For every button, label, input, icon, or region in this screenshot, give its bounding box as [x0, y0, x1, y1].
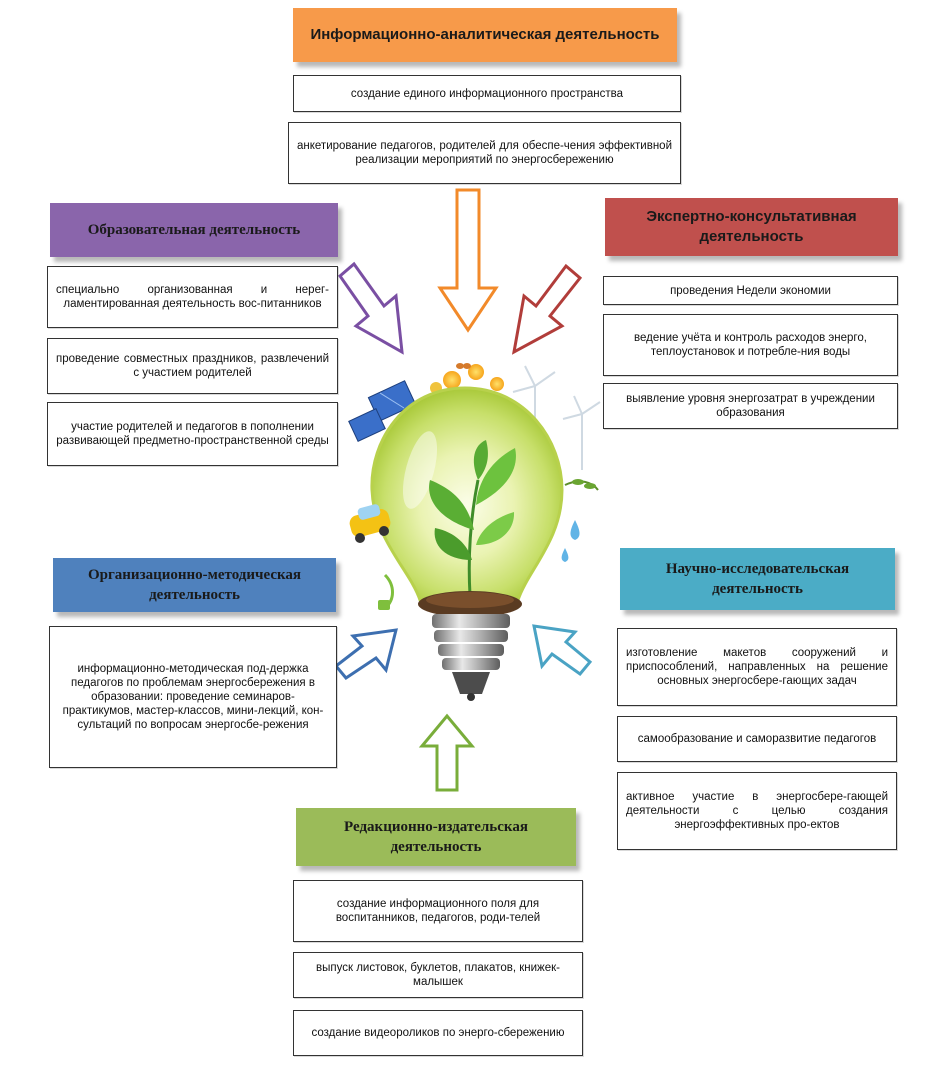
educational-header	[50, 203, 338, 257]
research-title: Научно-исследовательская деятельность	[665, 561, 850, 597]
educational-item-2: проведение совместных праздников, развлечений с участием родителей	[47, 338, 338, 394]
educational-item-3: участие родителей и педагогов в пополнении развивающей предметно-пространственной среды	[47, 402, 338, 466]
leaf-branch-icon	[565, 479, 598, 490]
research-item-1: изготовление макетов сооружений и приспособлений, направленных на решение основных энергосбере-гающих задач	[617, 628, 897, 706]
editorial-title: Редакционно-издательская деятельность	[344, 819, 528, 855]
arrow-diagonal-purple	[340, 264, 402, 352]
water-drop-icon	[562, 520, 580, 562]
butterfly-icon	[456, 363, 471, 369]
editorial-header	[296, 808, 576, 866]
plug-icon	[378, 575, 393, 610]
expert-item-2: ведение учёта и контроль расходов энерго, теплоустановок и потребле-ния воды	[603, 314, 898, 376]
light-bulb-icon	[372, 388, 562, 600]
educational-item-1: специально организованная и нерег-ламентированная деятельность вос-питанников	[47, 266, 338, 328]
org-method-item-1: информационно-методическая под-держка педагогов по проблемам энергосбережения в образовании: проведение семинаров-практикумов, мастер-классов, мини-лекций, кон-сультаций по вопросам энергосбе-режения	[49, 626, 337, 768]
info-analytic-item-2: анкетирование педагогов, родителей для обеспе-чения эффективной реализации мероприятий по энергосбережению	[288, 122, 681, 184]
org-method-title: Организационно-методическая деятельность	[87, 567, 302, 603]
editorial-item-3: создание видеороликов по энерго-сбережению	[293, 1010, 583, 1056]
expert-item-1: проведения Недели экономии	[603, 276, 898, 305]
editorial-item-2: выпуск листовок, буклетов, плакатов, книжек-малышек	[293, 952, 583, 998]
arrow-diagonal-teal	[534, 626, 590, 674]
bulb-base-icon	[432, 614, 510, 701]
research-item-3: активное участие в энергосбере-гающей деятельности с целью создания энергоэффективных про-ектов	[617, 772, 897, 850]
info-analytic-header	[293, 8, 677, 62]
expert-header	[605, 198, 898, 256]
expert-item-3: выявление уровня энергозатрат в учреждении образования	[603, 383, 898, 429]
arrow-down-orange	[440, 190, 496, 330]
educational-title: Образовательная деятельность	[87, 222, 301, 238]
info-analytic-title: Информационно-аналитическая деятельность	[310, 26, 660, 43]
research-header	[620, 548, 895, 610]
arrow-diagonal-red	[514, 266, 580, 352]
editorial-item-1: создание информационного поля для воспитанников, педагогов, роди-телей	[293, 880, 583, 942]
org-method-header	[53, 558, 336, 612]
soil-icon	[418, 591, 522, 617]
arrow-diagonal-blue	[336, 630, 396, 678]
arrow-up-green	[422, 716, 472, 790]
research-item-2: самообразование и саморазвитие педагогов	[617, 716, 897, 762]
info-analytic-item-1: создание единого информационного пространства	[293, 75, 681, 112]
expert-title: Экспертно-консультативная деятельность	[646, 208, 857, 245]
